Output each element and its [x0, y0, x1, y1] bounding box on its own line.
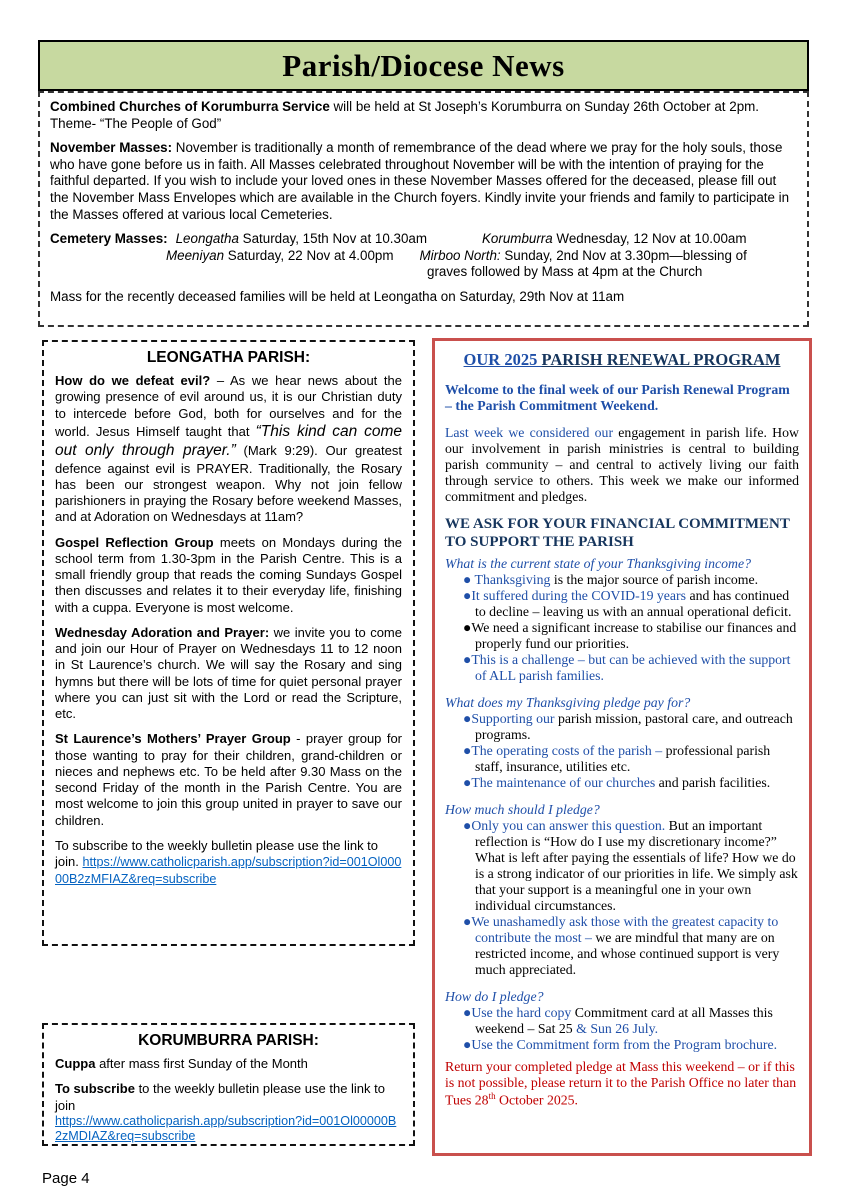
list-item [445, 652, 799, 684]
bullet-text: Commitment card at all Masses this weekend – Sat 25 [475, 1004, 773, 1036]
gospel-group-body: meets on Mondays during the school term from 1.30-3pm in the Parish Centre. This is a small friendly group that reads the coming Sundays Gospel then discusses and relates it to their everyday life, finishing with a cuppa. Everyone is most welcome. [55, 534, 403, 615]
list-item [445, 572, 799, 588]
adoration-paragraph [55, 625, 402, 723]
page-title-banner [38, 40, 809, 91]
bullet-blue-text: ●It suffered during the COVID-19 years [463, 587, 687, 603]
cemetery-line-3: graves followed by Mass at 4pm at the Church [427, 264, 703, 280]
question-pledge-pay-for: What does my Thanksgiving pledge pay for? [445, 694, 691, 710]
cemetery-line-1 [50, 231, 797, 248]
renewal-title-main: PARISH RENEWAL PROGRAM [541, 350, 781, 369]
bullet-text: But an important reflection is “How do I use my discretionary income?” What is left after paying the essentials of life? How we do is a strong indicator of our priorities in life. We simply ask that your support is a meaningful one in your own individual circumstances. [475, 817, 798, 913]
defeat-evil-lead: How do we defeat evil? [55, 373, 211, 388]
list-item [445, 1037, 799, 1053]
bullet-blue-text: ●Only you can answer this question. [463, 817, 666, 833]
page-number: Page 4 [42, 1170, 90, 1187]
bullet-blue-tail: & Sun 26 July. [576, 1020, 659, 1036]
korumburra-parish-box [42, 1023, 415, 1146]
bullet-text: is the major source of parish income. [550, 571, 759, 587]
cuppa-paragraph [55, 1056, 402, 1072]
bullet-text: ●We need a significant increase to stabilise our finances and properly fund our priorities. [463, 619, 797, 651]
question-how-much-pledge: How much should I pledge? [445, 801, 600, 817]
mothers-prayer-paragraph [55, 731, 402, 829]
renewal-lastweek [445, 425, 799, 505]
bullet-blue-text: ●The maintenance of our churches [463, 774, 656, 790]
cuppa-lead: Cuppa [55, 1056, 96, 1071]
bullet-blue-text: ● Thanksgiving [463, 571, 551, 587]
adoration-body: we invite you to come and join our Hour of Prayer on Wednesdays 11 to 12 noon in St Laurence’s church. We will say the Rosary and sing hymns but there will be lots of time for quiet personal prayer where you can just sit with the Lord or read the Scripture, etc. [55, 624, 402, 721]
scripture-quote: “This kind can come out only through prayer.” [55, 422, 402, 460]
list-item [445, 1005, 799, 1037]
leongatha-parish-box [42, 340, 415, 946]
november-masses-body: November is traditionally a month of remembrance of the dead where we pray for the holy souls, those who have gone before us in faith. All Masses celebrated throughout November will be with the intention of praying for the faithful departed. If you wish to include your loved ones in these November Masses offered for the deceased, please fill out the November Mass Envelopes which are available in the Church foyers. Kindly invite your friends and family to participate in the Masses offered at various local Cemeteries. [50, 140, 790, 222]
ordinal-superscript: th [488, 1090, 496, 1101]
november-masses-lead: November Masses: [50, 140, 173, 156]
parish-renewal-box [432, 338, 812, 1156]
return-pledge-notice [445, 1059, 799, 1109]
cemetery-meeniyan-name: Meeniyan [166, 247, 225, 263]
return-pledge-text-2: October 2025. [495, 1092, 578, 1108]
bullet-text: we are mindful that many are on restricted income, and whose continued support is very much appreciated. [475, 929, 780, 977]
defeat-evil-body-1: – As we hear news about the growing presence of evil around us, it is our Christian duty to intercede before God, both for ourselves and for the world. Jesus Himself taught that [55, 373, 403, 439]
cemetery-masses-lead: Cemetery Masses: [50, 231, 168, 247]
list-item [445, 588, 799, 620]
korumburra-subscribe-paragraph [55, 1081, 402, 1145]
bullet-text: parish mission, pastoral care, and outreach programs. [475, 710, 793, 742]
korumburra-parish-title: KORUMBURRA PARISH: [138, 1032, 319, 1049]
diocese-news-box [38, 91, 809, 327]
leongatha-subscribe-text: To subscribe to the weekly bulletin please use the link to join. [55, 837, 379, 869]
mothers-prayer-lead: St Laurence’s Mothers’ Prayer Group [55, 731, 291, 747]
leongatha-subscribe-link[interactable]: https://www.catholicparish.app/subscription?id=001Ol00000B2zMFIAZ&req=subscribe [55, 855, 402, 886]
leongatha-subscribe-paragraph [55, 838, 402, 888]
deceased-mass-paragraph: Mass for the recently deceased families will be held at Leongatha on Saturday, 29th Nov at 11am [50, 289, 625, 305]
cemetery-meeniyan-detail: Saturday, 22 Nov at 4.00pm [224, 247, 394, 263]
bullet-blue-text: ●Supporting our [463, 710, 555, 726]
bullet-blue-text: ●Use the Commitment form from the Program brochure. [463, 1036, 778, 1052]
return-pledge-text-1: Return your completed pledge at Mass this weekend – or if this is not possible, please return it to the Parish Office no later than Tues 28 [445, 1058, 797, 1108]
gospel-group-lead: Gospel Reflection Group [55, 534, 214, 550]
korumburra-subscribe-body: to the weekly bulletin please use the link to join [55, 1081, 385, 1113]
how-much-pledge-list [445, 818, 799, 978]
list-item [445, 914, 799, 978]
renewal-lastweek-lead: Last week we considered our [445, 425, 619, 441]
pledge-pay-for-list [445, 711, 799, 791]
leongatha-parish-title: LEONGATHA PARISH: [146, 349, 311, 366]
how-do-i-pledge-list [445, 1005, 799, 1053]
november-masses-paragraph [50, 140, 797, 223]
combined-churches-paragraph [50, 99, 797, 132]
financial-commitment-heading: WE ASK FOR YOUR FINANCIAL COMMITMENT TO SUPPORT THE PARISH [445, 516, 790, 550]
list-item [445, 818, 799, 914]
list-item [445, 711, 799, 743]
bullet-text: professional parish staff, insurance, utilities etc. [475, 742, 771, 774]
mothers-prayer-body: - prayer group for those wanting to pray for their children, grand-children or nieces and nephews etc. To be held after 9.30 Mass on the second Friday of the month in the Parish Centre. You are most welcome to join this group united in prayer to save our children. [55, 731, 402, 828]
question-how-do-i-pledge: How do I pledge? [445, 988, 544, 1004]
defeat-evil-paragraph [55, 373, 402, 526]
list-item [445, 743, 799, 775]
cuppa-body: after mass first Sunday of the Month [95, 1056, 308, 1071]
cemetery-mirboo-name: Mirboo North: [419, 247, 501, 263]
renewal-title-year: OUR 2025 [463, 350, 542, 369]
renewal-program-title [445, 350, 799, 369]
defeat-evil-body-2: (Mark 9:29). Our greatest defence against evil is PRAYER. Traditionally, the Rosary has been our strongest weapon. Why not join fellow parishioners in praying the Rosary before weekend Masses, and at Adoration on Wednesdays at 11am? [55, 443, 402, 525]
combined-churches-body: will be held at St Joseph’s Korumburra on Sunday 26th October at 2pm. Theme- “The People of God” [50, 99, 760, 131]
bullet-blue-text: ●We unashamedly ask those with the greatest capacity to contribute the most – [463, 913, 779, 945]
list-item [445, 775, 799, 791]
adoration-lead: Wednesday Adoration and Prayer: [55, 624, 270, 640]
cemetery-masses-paragraph [50, 231, 797, 281]
cemetery-korumburra-detail: Wednesday, 12 Nov at 10.00am [552, 231, 747, 247]
bullet-blue-text: ●Use the hard copy [463, 1004, 572, 1020]
cemetery-line-2 [50, 248, 797, 265]
bullet-blue-text: ●This is a challenge – but can be achieved with the support of ALL parish families. [463, 651, 791, 683]
korumburra-subscribe-link[interactable]: https://www.catholicparish.app/subscription?id=001Ol00000B2zMDIAZ&req=subscribe [55, 1113, 397, 1144]
cemetery-mirboo-detail: Sunday, 2nd Nov at 3.30pm—blessing of [500, 247, 747, 263]
cemetery-leongatha-name: Leongatha [175, 231, 239, 247]
thanksgiving-income-list [445, 572, 799, 684]
page-title: Parish/Diocese News [282, 47, 565, 83]
list-item [445, 620, 799, 652]
question-thanksgiving-income: What is the current state of your Thanksgiving income? [445, 555, 752, 571]
renewal-lastweek-body: engagement in parish life. How our involvement in parish ministries is central to building parish community – and central to actively living our faith through service to others. This week we make our informed commitment and pledges. [445, 425, 800, 505]
bullet-text: and parish facilities. [655, 774, 771, 790]
cemetery-korumburra-name: Korumburra [482, 231, 553, 247]
gospel-group-paragraph [55, 535, 402, 616]
cemetery-leongatha-detail: Saturday, 15th Nov at 10.30am [238, 231, 427, 247]
bullet-text: and has continued to decline – leaving us with an annual operational deficit. [475, 587, 792, 619]
bullet-blue-text: ●The operating costs of the parish – [463, 742, 663, 758]
korumburra-subscribe-lead: To subscribe [55, 1081, 135, 1097]
renewal-welcome: Welcome to the final week of our Parish Renewal Program – the Parish Commitment Weekend. [445, 382, 790, 414]
combined-churches-lead: Combined Churches of Korumburra Service [50, 99, 330, 114]
